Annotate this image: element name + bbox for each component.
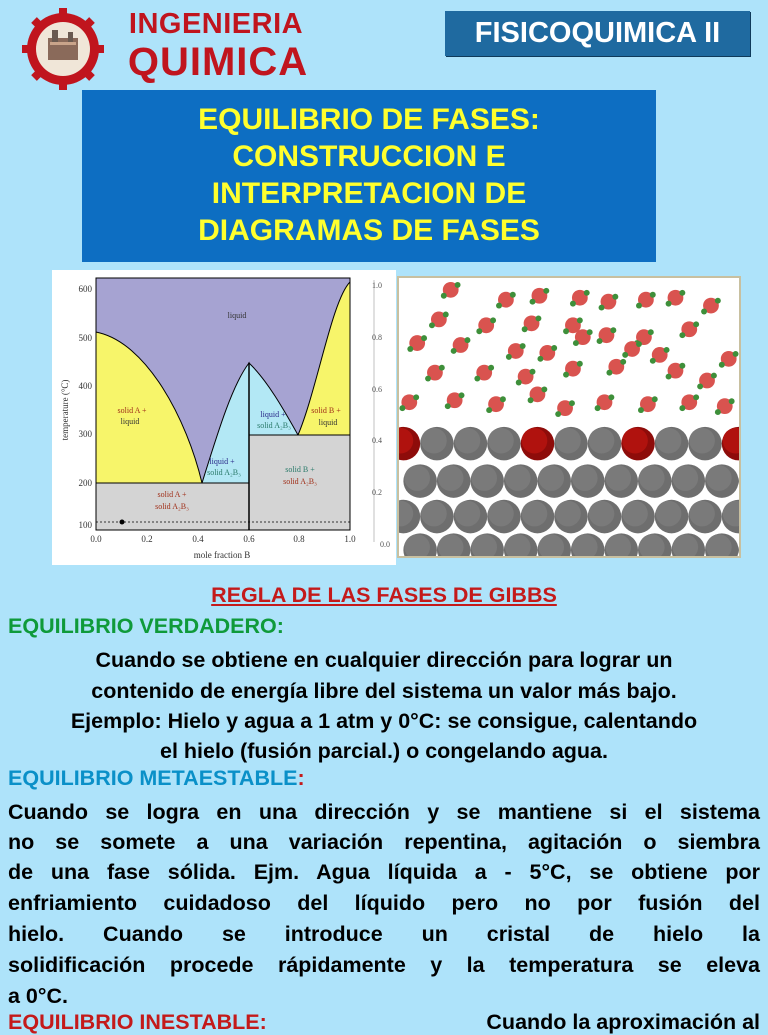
x-axis-label: mole fraction B — [193, 550, 251, 560]
lattice-atom-highlight — [505, 465, 531, 491]
water-hydrogen — [636, 303, 642, 309]
region-label: solid B + — [311, 406, 341, 415]
water-hydrogen — [445, 403, 451, 409]
region-label: solid A₂B₃ — [155, 502, 189, 511]
region-label: solid B + — [285, 465, 315, 474]
metastable-line: hielo. Cuando se introduce un cristal de hielo la — [8, 922, 760, 946]
true-equilibrium-line: contenido de energía libre del sistema un valor más bajo. — [91, 679, 677, 703]
lattice-atom-highlight — [740, 534, 741, 558]
lattice-atom-highlight — [589, 428, 615, 454]
water-hydrogen — [597, 338, 603, 344]
water-hydrogen — [666, 301, 672, 307]
water-hydrogen — [551, 345, 557, 351]
true-equilibrium-line: Cuando se obtiene en cualquier dirección para lograr un — [95, 648, 673, 672]
water-hydrogen — [595, 405, 601, 411]
metastable-line: solidificación procede rápidamente y la temperatura se eleva — [8, 953, 760, 977]
water-hydrogen — [577, 361, 583, 367]
water-hydrogen — [652, 396, 658, 402]
lattice-atom-highlight — [455, 501, 481, 527]
water-hydrogen — [648, 329, 654, 335]
lattice-atom-highlight — [522, 501, 548, 527]
water-hydrogen — [520, 343, 526, 349]
water-hydrogen — [488, 365, 494, 371]
region-label: liquid — [120, 417, 140, 426]
y-tick-label: 500 — [78, 333, 92, 343]
water-hydrogen — [612, 294, 618, 300]
true-equilibrium-line: Ejemplo: Hielo y agua a 1 atm y 0°C: se consigue, calentando — [70, 709, 698, 733]
title-line: EQUILIBRIO DE FASES: — [198, 103, 540, 136]
metastable-colon: : — [297, 766, 305, 790]
water-hydrogen — [666, 374, 672, 380]
water-hydrogen — [541, 386, 547, 392]
water-hydrogen — [638, 407, 644, 413]
water-hydrogen — [693, 321, 699, 327]
region-label: solid A₂B₃ — [257, 421, 291, 430]
y-axis-label: temperature (°C) — [60, 379, 70, 441]
water-hydrogen — [506, 354, 512, 360]
water-hydrogen — [711, 373, 717, 379]
water-hydrogen — [459, 392, 465, 398]
region-label: liquid — [318, 418, 338, 427]
x-tick-label: 0.4 — [192, 534, 204, 544]
lattice-atom-highlight — [656, 428, 682, 454]
right-tick-label: 0.4 — [372, 436, 382, 445]
lattice-atom-highlight — [488, 428, 514, 454]
water-hydrogen — [407, 346, 413, 352]
y-tick-label: 300 — [78, 429, 92, 439]
water-hydrogen — [622, 352, 628, 358]
lattice-atom-highlight — [488, 501, 514, 527]
title-line: INTERPRETACION DE — [211, 177, 527, 210]
water-hydrogen — [636, 341, 642, 347]
region-label: liquid + — [209, 457, 235, 466]
right-tick-label: 1.0 — [372, 281, 382, 290]
water-hydrogen — [715, 409, 721, 415]
water-hydrogen — [679, 290, 685, 296]
true-equilibrium-line: el hielo (fusión parcial.) o congelando agua. — [160, 739, 608, 763]
metastable-title-text: EQUILIBRIO METAESTABLE — [8, 766, 298, 790]
water-hydrogen — [584, 290, 590, 296]
lattice-atom-highlight — [689, 428, 715, 454]
logo-line2: QUIMICA — [127, 40, 309, 84]
lattice-atom-highlight — [522, 428, 548, 454]
water-hydrogen — [693, 394, 699, 400]
lattice-atom-highlight — [455, 428, 481, 454]
water-hydrogen — [516, 380, 522, 386]
water-hydrogen — [399, 405, 405, 411]
water-hydrogen — [679, 332, 685, 338]
water-hydrogen — [476, 328, 482, 334]
metastable-line: enfriamiento cuidadoso del líquido pero no por fusión del — [8, 891, 760, 915]
x-tick-label: 0.2 — [141, 534, 153, 544]
region-label: liquid — [227, 311, 247, 320]
lattice-atom-highlight — [639, 465, 665, 491]
water-hydrogen — [587, 329, 593, 335]
lattice-atom-highlight — [421, 501, 447, 527]
y-tick-label: 200 — [78, 478, 92, 488]
water-hydrogen — [650, 292, 656, 298]
lattice-atom-highlight — [706, 465, 732, 491]
water-hydrogen — [486, 407, 492, 413]
water-hydrogen — [620, 359, 626, 365]
lattice-atom-highlight — [689, 501, 715, 527]
water-hydrogen — [543, 288, 549, 294]
water-hydrogen — [701, 309, 707, 315]
lattice-atom — [739, 464, 741, 498]
lattice-atom-highlight — [740, 465, 741, 491]
water-hydrogen — [729, 398, 735, 404]
lattice-atom — [739, 533, 741, 558]
water-hydrogen — [569, 400, 575, 406]
y-tick-label: 100 — [78, 520, 92, 530]
water-hydrogen — [500, 396, 506, 402]
metastable-line: no se somete a una variación repentina, agitación o siembra — [8, 830, 760, 854]
water-hydrogen — [455, 282, 461, 288]
x-tick-label: 0.8 — [293, 534, 305, 544]
title-line: DIAGRAMAS DE FASES — [198, 214, 540, 247]
water-hydrogen — [733, 351, 739, 357]
lattice-atom-highlight — [555, 501, 581, 527]
state-point — [120, 520, 125, 525]
lattice-atom-highlight — [589, 501, 615, 527]
metastable-line: a 0°C. — [8, 984, 68, 1008]
university-seal-icon — [22, 8, 104, 90]
water-hydrogen — [573, 340, 579, 346]
water-hydrogen — [421, 335, 427, 341]
water-hydrogen — [570, 301, 576, 307]
water-hydrogen — [465, 337, 471, 343]
water-hydrogen — [510, 292, 516, 298]
x-tick-label: 0.0 — [90, 534, 102, 544]
region-label: solid A₂B₃ — [207, 468, 241, 477]
metastable-title — [8, 766, 305, 791]
water-hydrogen — [608, 394, 614, 400]
unstable-equilibrium-line — [8, 1010, 760, 1035]
water-hydrogen — [441, 293, 447, 299]
water-hydrogen — [577, 317, 583, 323]
water-hydrogen — [530, 299, 536, 305]
unstable-title: EQUILIBRIO INESTABLE: — [8, 1010, 267, 1034]
water-hydrogen — [439, 365, 445, 371]
lattice-atom-highlight — [421, 428, 447, 454]
water-hydrogen — [528, 397, 534, 403]
water-hydrogen — [715, 298, 721, 304]
logo-line1: INGENIERIA — [128, 8, 304, 40]
region-label: liquid + — [260, 410, 286, 419]
lattice-atom-highlight — [673, 465, 699, 491]
x-tick-label: 0.6 — [243, 534, 255, 544]
water-hydrogen — [522, 326, 528, 332]
lattice-atom-highlight — [622, 428, 648, 454]
title-box — [82, 90, 656, 262]
water-hydrogen — [530, 369, 536, 375]
course-badge: FISICOQUIMICA II — [445, 11, 750, 56]
lattice-atom-highlight — [538, 465, 564, 491]
y-tick-label: 400 — [78, 381, 92, 391]
water-hydrogen — [563, 372, 569, 378]
metastable-line: de una fase sólida. Ejm. Agua líquida a - 5°C, se obtiene por — [8, 860, 760, 884]
water-hydrogen — [679, 405, 685, 411]
y-tick-label: 600 — [78, 284, 92, 294]
lattice-atom-highlight — [404, 465, 430, 491]
water-hydrogen — [425, 376, 431, 382]
lattice-atom-highlight — [622, 501, 648, 527]
water-hydrogen — [697, 383, 703, 389]
unstable-text: Cuando la aproximación al — [486, 1010, 760, 1034]
water-hydrogen — [679, 363, 685, 369]
lattice-atom-highlight — [572, 465, 598, 491]
lattice-atom-highlight — [555, 428, 581, 454]
water-hydrogen — [443, 312, 449, 318]
true-equilibrium-title: EQUILIBRIO VERDADERO: — [8, 614, 284, 638]
x-tick-label: 1.0 — [344, 534, 356, 544]
lattice-atom-highlight — [471, 465, 497, 491]
water-hydrogen — [496, 303, 502, 309]
region-label: solid A + — [117, 406, 147, 415]
region-label: solid A₂B₃ — [283, 477, 317, 486]
water-hydrogen — [664, 347, 670, 353]
region-label: solid A + — [157, 490, 187, 499]
metastable-line: Cuando se logra en una dirección y se mantiene si el sistema — [8, 800, 760, 824]
lattice-atom-highlight — [656, 501, 682, 527]
lattice-atom-highlight — [438, 465, 464, 491]
water-hydrogen — [555, 411, 561, 417]
water-hydrogen — [606, 370, 612, 376]
water-hydrogen — [413, 394, 419, 400]
right-tick-label: 0.8 — [372, 333, 382, 342]
water-hydrogen — [599, 305, 605, 311]
title-line: CONSTRUCCION E — [232, 140, 506, 173]
water-hydrogen — [563, 328, 569, 334]
phase-diagram — [52, 270, 396, 565]
water-hydrogen — [719, 362, 725, 368]
lattice-atom-highlight — [605, 465, 631, 491]
right-tick-label: 0.6 — [372, 385, 382, 394]
water-hydrogen — [490, 317, 496, 323]
right-tick-label: 0.2 — [372, 488, 382, 497]
water-hydrogen — [610, 327, 616, 333]
water-hydrogen — [650, 358, 656, 364]
water-hydrogen — [537, 356, 543, 362]
right-tick-label: 0.0 — [380, 540, 390, 549]
water-hydrogen — [474, 376, 480, 382]
section-heading: REGLA DE LAS FASES DE GIBBS — [211, 583, 557, 607]
water-hydrogen — [429, 322, 435, 328]
ice-water-molecules-image — [397, 276, 741, 558]
water-hydrogen — [535, 315, 541, 321]
water-hydrogen — [451, 348, 457, 354]
